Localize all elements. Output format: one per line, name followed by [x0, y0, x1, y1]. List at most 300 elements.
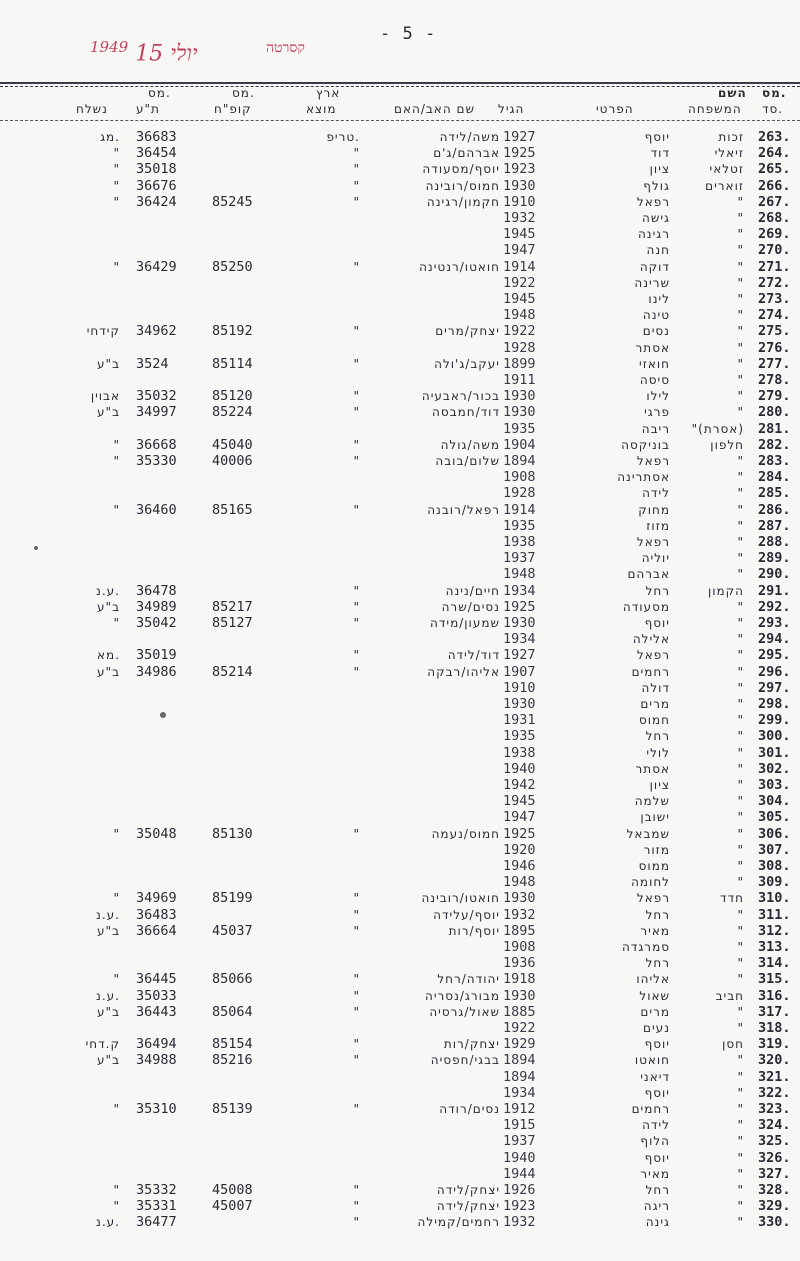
birth-year: 1911: [503, 372, 536, 388]
table-row: [0, 809, 800, 825]
birth-year: 1904: [503, 436, 536, 453]
first-name: רפאל: [636, 454, 670, 468]
table-row: [0, 793, 800, 809]
birth-year: 1922: [503, 1020, 536, 1036]
parents-names: שלום/בובה: [435, 454, 500, 468]
family-name: הקמון: [707, 583, 744, 598]
table-row: [0, 1004, 800, 1020]
sent-to: ": [113, 1199, 120, 1214]
birth-year: 1925: [503, 145, 536, 162]
row-number: 307.: [758, 841, 791, 858]
family-name: ": [737, 275, 744, 290]
birth-year: 1938: [503, 534, 536, 550]
country-of-origin: ": [353, 1053, 360, 1068]
family-name: ": [737, 1102, 744, 1116]
id-number: 35048: [136, 825, 177, 842]
family-name: ": [737, 308, 744, 323]
row-number: 267.: [758, 193, 791, 210]
table-row: [0, 583, 800, 599]
first-name: ריבה: [641, 421, 670, 436]
id-number: 35042: [136, 615, 177, 631]
table-row: [0, 826, 800, 842]
family-name: זכות: [718, 130, 744, 144]
first-name: ציון: [649, 162, 670, 177]
sent-to: מא.: [97, 648, 120, 663]
birth-year: 1945: [503, 291, 536, 307]
table-row: [0, 745, 800, 761]
first-name: דוקה: [639, 259, 670, 274]
birth-year: 1930: [503, 696, 536, 712]
family-name: ": [737, 1069, 744, 1084]
family-name: חלפון: [710, 437, 744, 452]
family-name: ": [737, 243, 744, 258]
parents-names: בבגי/חפסיה: [430, 1053, 500, 1068]
birth-year: 1925: [503, 825, 536, 842]
id-number: 35032: [136, 388, 177, 405]
header-num-top: מס.: [762, 86, 787, 100]
sent-to: ב"ע: [97, 1053, 120, 1068]
birth-year: 1948: [503, 566, 536, 583]
row-number: 287.: [758, 517, 791, 534]
family-name: ": [737, 454, 744, 468]
country-of-origin: ": [353, 972, 360, 987]
table-row: [0, 971, 800, 987]
table-row: [0, 356, 800, 372]
row-number: 320.: [758, 1052, 791, 1069]
birth-year: 1944: [503, 1165, 536, 1182]
family-name: ": [737, 1021, 744, 1035]
row-number: 323.: [758, 1101, 791, 1117]
id-number: 36445: [136, 971, 177, 988]
row-number: 324.: [758, 1117, 791, 1134]
birth-year: 1930: [503, 615, 536, 631]
kupah-number: 45008: [212, 1182, 253, 1198]
first-name: לולי: [646, 745, 670, 760]
birth-year: 1937: [503, 550, 536, 567]
id-number: 34989: [136, 598, 177, 615]
id-number: 35019: [136, 647, 177, 664]
family-name: ": [737, 875, 744, 890]
sent-to: ": [113, 972, 120, 987]
row-number: 268.: [758, 210, 791, 226]
row-number: 312.: [758, 922, 791, 939]
birth-year: 1932: [503, 1214, 536, 1231]
id-number: 35331: [136, 1198, 177, 1215]
family-name: ": [737, 826, 744, 841]
country-of-origin: ": [353, 616, 360, 630]
row-number: 288.: [758, 534, 791, 550]
first-name: ישובן: [640, 810, 670, 825]
row-number: 290.: [758, 566, 791, 583]
row-number: 278.: [758, 372, 791, 388]
birth-year: 1910: [503, 679, 536, 696]
sent-to: ב"ע: [97, 405, 120, 420]
id-number: 35018: [136, 161, 177, 178]
row-number: 284.: [758, 469, 791, 486]
kupah-number: 85120: [212, 388, 253, 405]
id-number: 35033: [136, 987, 177, 1004]
id-number: 36424: [136, 193, 177, 210]
row-number: 301.: [758, 744, 791, 761]
family-name: ": [737, 486, 744, 501]
birth-year: 1908: [503, 469, 536, 486]
family-name: ": [737, 956, 744, 971]
sent-to: ב"ע: [97, 923, 120, 938]
table-row: [0, 1085, 800, 1101]
country-of-origin: ": [353, 599, 360, 614]
table-row: [0, 421, 800, 437]
ink-dot: [34, 546, 38, 550]
sent-to: ": [113, 194, 120, 209]
kupah-number: 85245: [212, 193, 253, 210]
row-number: 292.: [758, 598, 791, 615]
first-name: מאיר: [640, 923, 670, 938]
first-name: רחמים: [631, 1102, 670, 1116]
family-name: ": [737, 664, 744, 679]
parents-names: משה/גולה: [440, 437, 500, 452]
birth-year: 1930: [503, 404, 536, 421]
row-number: 283.: [758, 453, 791, 469]
parents-names: דוד/לידה: [447, 648, 500, 663]
family-name: ": [737, 697, 744, 711]
table-row: [0, 1052, 800, 1068]
date-stamp: [88, 38, 198, 66]
id-number: 34969: [136, 890, 177, 907]
birth-year: 1908: [503, 939, 536, 955]
header-family: המשפחה: [688, 102, 742, 116]
kupah-number: 85139: [212, 1101, 253, 1117]
row-number: 273.: [758, 291, 791, 307]
table-row: [0, 226, 800, 242]
birth-year: 1894: [503, 1052, 536, 1069]
family-name: ": [737, 972, 744, 987]
country-of-origin: ": [353, 988, 360, 1003]
row-number: 319.: [758, 1036, 791, 1053]
table-row: [0, 761, 800, 777]
table-row: [0, 939, 800, 955]
birth-year: 1929: [503, 1036, 536, 1053]
family-name: ": [737, 518, 744, 533]
country-of-origin: ": [353, 389, 360, 404]
sent-to: ": [113, 178, 120, 193]
country-of-origin: ": [353, 583, 360, 598]
table-row: [0, 291, 800, 307]
first-name: אלילה: [632, 632, 670, 647]
family-name: ": [737, 907, 744, 922]
family-name: ": [737, 502, 744, 517]
family-name: ": [737, 713, 744, 728]
row-number: 285.: [758, 485, 791, 502]
row-number: 313.: [758, 939, 791, 955]
table-row: [0, 874, 800, 890]
row-number: 329.: [758, 1198, 791, 1215]
family-name: ": [737, 567, 744, 582]
parents-names: אליהו/רבקה: [427, 664, 500, 679]
row-number: 328.: [758, 1182, 791, 1198]
country-of-origin: טריפ.: [326, 130, 360, 144]
table-row: [0, 1198, 800, 1214]
family-name: ": [737, 1053, 744, 1068]
first-name: גינה: [645, 1215, 670, 1230]
first-name: אסתר: [635, 340, 670, 355]
table-row: [0, 647, 800, 663]
country-of-origin: ": [353, 1037, 360, 1052]
first-name: חנה: [646, 243, 670, 258]
id-number: 36478: [136, 582, 177, 599]
kupah-number: 85127: [212, 615, 253, 631]
table-row: [0, 1101, 800, 1117]
family-name: ": [737, 1199, 744, 1214]
id-number: 36477: [136, 1214, 177, 1231]
birth-year: 1915: [503, 1117, 536, 1134]
sent-to: ": [113, 1102, 120, 1116]
first-name: סמרגדה: [621, 940, 670, 954]
sent-to: ": [113, 162, 120, 177]
birth-year: 1926: [503, 1182, 536, 1198]
id-number: 36494: [136, 1036, 177, 1053]
parents-names: משה/לידה: [439, 130, 500, 144]
birth-year: 1942: [503, 777, 536, 793]
parents-names: רחמים/קמילה: [417, 1215, 500, 1230]
kupah-number: 85214: [212, 663, 253, 680]
row-number: 286.: [758, 501, 791, 518]
birth-year: 1935: [503, 420, 536, 437]
parents-names: יצחק/מרים: [435, 324, 500, 339]
sent-to: ב"ע: [97, 356, 120, 371]
row-number: 311.: [758, 906, 791, 923]
first-name: מאיר: [640, 1166, 670, 1181]
birth-year: 1945: [503, 226, 536, 243]
parents-names: יהודה/רחל: [437, 972, 500, 987]
first-name: ממוס: [638, 859, 670, 873]
country-of-origin: ": [353, 356, 360, 371]
family-name: חסן: [722, 1037, 744, 1052]
stamp-place: קסרטה: [266, 40, 305, 56]
country-of-origin: ": [353, 907, 360, 922]
table-row: [0, 275, 800, 291]
parents-names: יוסף/רות: [448, 923, 500, 938]
first-name: לחומה: [631, 875, 670, 890]
family-name: ": [737, 1004, 744, 1019]
table-row: [0, 777, 800, 793]
birth-year: 1935: [503, 517, 536, 534]
family-name: ": [737, 551, 744, 566]
table-row: [0, 242, 800, 258]
family-name: ": [737, 1118, 744, 1133]
table-row: [0, 1150, 800, 1166]
header-kp-top: מס.: [232, 86, 255, 100]
table-row: [0, 469, 800, 485]
first-name: לידה: [642, 1118, 670, 1133]
family-name: ": [737, 324, 744, 339]
id-number: 36676: [136, 177, 177, 194]
row-number: 289.: [758, 550, 791, 567]
header-rule-dashed: [0, 86, 800, 87]
family-name: ": [737, 810, 744, 825]
first-name: רחל: [645, 956, 670, 971]
row-number: 266.: [758, 177, 791, 194]
birth-year: 1918: [503, 971, 536, 988]
parents-names: חיים/נינה: [445, 583, 500, 598]
parents-names: חמוס/רובינה: [425, 178, 500, 193]
table-row: [0, 664, 800, 680]
birth-year: 1930: [503, 890, 536, 907]
birth-year: 1923: [503, 1198, 536, 1215]
table-row: [0, 437, 800, 453]
row-number: 279.: [758, 388, 791, 405]
first-name: יוסף: [644, 1085, 670, 1100]
row-number: 304.: [758, 793, 791, 810]
first-name: דולה: [641, 680, 670, 695]
first-name: רחל: [645, 583, 670, 598]
row-number: 295.: [758, 647, 791, 664]
parents-names: בכור/ראבעיה: [421, 389, 500, 404]
table-row: [0, 1214, 800, 1230]
first-name: יוסף: [644, 130, 670, 144]
table-row: [0, 842, 800, 858]
table-row: [0, 550, 800, 566]
header-country-top: ארץ: [316, 86, 341, 100]
birth-year: 1925: [503, 598, 536, 615]
birth-year: 1930: [503, 388, 536, 405]
sent-to: ": [113, 891, 120, 906]
family-name: ": [737, 1085, 744, 1100]
id-number: 3524: [136, 355, 169, 372]
birth-year: 1940: [503, 760, 536, 777]
first-name: לידה: [642, 486, 670, 501]
row-number: 300.: [758, 728, 791, 745]
sent-to: ק.דחי: [85, 1037, 120, 1052]
country-of-origin: ": [353, 146, 360, 161]
row-number: 265.: [758, 161, 791, 178]
row-number: 271.: [758, 258, 791, 275]
parents-names: חקמון/רגינה: [426, 194, 500, 209]
header-rule-top: [0, 82, 800, 84]
row-number: 327.: [758, 1165, 791, 1182]
first-name: טינה: [642, 308, 670, 323]
sent-to: ": [113, 454, 120, 468]
family-name: זיאלי: [714, 146, 744, 161]
family-name: ": [737, 923, 744, 938]
id-number: 35330: [136, 453, 177, 469]
sent-to: ": [113, 146, 120, 161]
country-of-origin: ": [353, 162, 360, 177]
first-name: נסים: [642, 324, 670, 339]
id-number: 34986: [136, 663, 177, 680]
kupah-number: 85199: [212, 890, 253, 907]
table-row: [0, 194, 800, 210]
country-of-origin: ": [353, 437, 360, 452]
first-name: גולף: [643, 178, 670, 193]
family-name: ": [737, 648, 744, 663]
table-row: [0, 890, 800, 906]
sent-to: ב"ע: [97, 664, 120, 679]
kupah-number: 85217: [212, 598, 253, 615]
table-row: [0, 518, 800, 534]
family-name: ": [737, 632, 744, 647]
birth-year: 1910: [503, 193, 536, 210]
family-name: חדד: [720, 891, 744, 906]
header-parents: שם האב/האם: [394, 102, 475, 116]
family-name: ": [737, 745, 744, 760]
parents-names: נסים/שרה: [441, 599, 500, 614]
birth-year: 1899: [503, 355, 536, 372]
id-number: 36454: [136, 145, 177, 162]
kupah-number: 45040: [212, 436, 253, 453]
table-row: [0, 728, 800, 744]
first-name: שאול: [639, 988, 670, 1003]
family-name: זוארים: [705, 178, 744, 193]
table-row: [0, 129, 800, 145]
row-number: 264.: [758, 145, 791, 162]
family-name: ": [737, 356, 744, 371]
family-name: זטלאי: [709, 162, 744, 177]
first-name: מזור: [643, 842, 670, 857]
first-name: ציון: [649, 778, 670, 792]
kupah-number: 40006: [212, 453, 253, 469]
first-name: יוסף: [644, 1037, 670, 1052]
row-number: 274.: [758, 307, 791, 324]
birth-year: 1946: [503, 858, 536, 874]
header-name-top: השם: [718, 86, 747, 100]
id-number: 35310: [136, 1101, 177, 1117]
table-row: [0, 178, 800, 194]
table-row: [0, 858, 800, 874]
first-name: מרים: [640, 1004, 670, 1019]
header-age: הגיל: [498, 102, 525, 116]
family-name: ": [737, 729, 744, 744]
sent-to: אבוין: [90, 389, 120, 404]
kupah-number: 85066: [212, 971, 253, 988]
row-number: 269.: [758, 226, 791, 243]
row-number: 306.: [758, 825, 791, 842]
parents-names: מבורג/נסריה: [424, 988, 500, 1003]
country-of-origin: ": [353, 1215, 360, 1230]
first-name: חואטו: [634, 1053, 670, 1068]
row-number: 322.: [758, 1084, 791, 1101]
row-number: 298.: [758, 696, 791, 712]
sent-to: מג.: [100, 130, 120, 144]
parents-names: דוד/חמבסה: [432, 405, 500, 420]
table-row: [0, 307, 800, 323]
row-number: 315.: [758, 971, 791, 988]
table-row: [0, 923, 800, 939]
parents-names: נסים/רודה: [439, 1102, 500, 1116]
id-number: 36664: [136, 922, 177, 939]
parents-names: חואטו/רנטינה: [419, 259, 500, 274]
first-name: מסעודה: [622, 599, 670, 614]
first-name: חואזי: [639, 356, 670, 371]
family-name: ": [737, 389, 744, 404]
first-name: רפאל: [636, 535, 670, 549]
first-name: דוד: [650, 146, 670, 161]
sent-to: ע.נ.: [96, 988, 120, 1003]
family-name: ": [737, 842, 744, 857]
sent-to: ע.נ.: [96, 1215, 120, 1230]
kupah-number: 45007: [212, 1198, 253, 1215]
birth-year: 1930: [503, 987, 536, 1004]
row-number: 303.: [758, 777, 791, 793]
header-country-bottom: מוצא: [306, 102, 337, 116]
header-num-bottom: סד.: [762, 102, 784, 116]
first-name: יוסף: [644, 1150, 670, 1165]
row-number: 308.: [758, 858, 791, 874]
family-name: ": [737, 373, 744, 387]
birth-year: 1928: [503, 339, 536, 356]
row-number: 275.: [758, 323, 791, 340]
header-sent: נשלח: [76, 102, 108, 116]
table-row: [0, 599, 800, 615]
